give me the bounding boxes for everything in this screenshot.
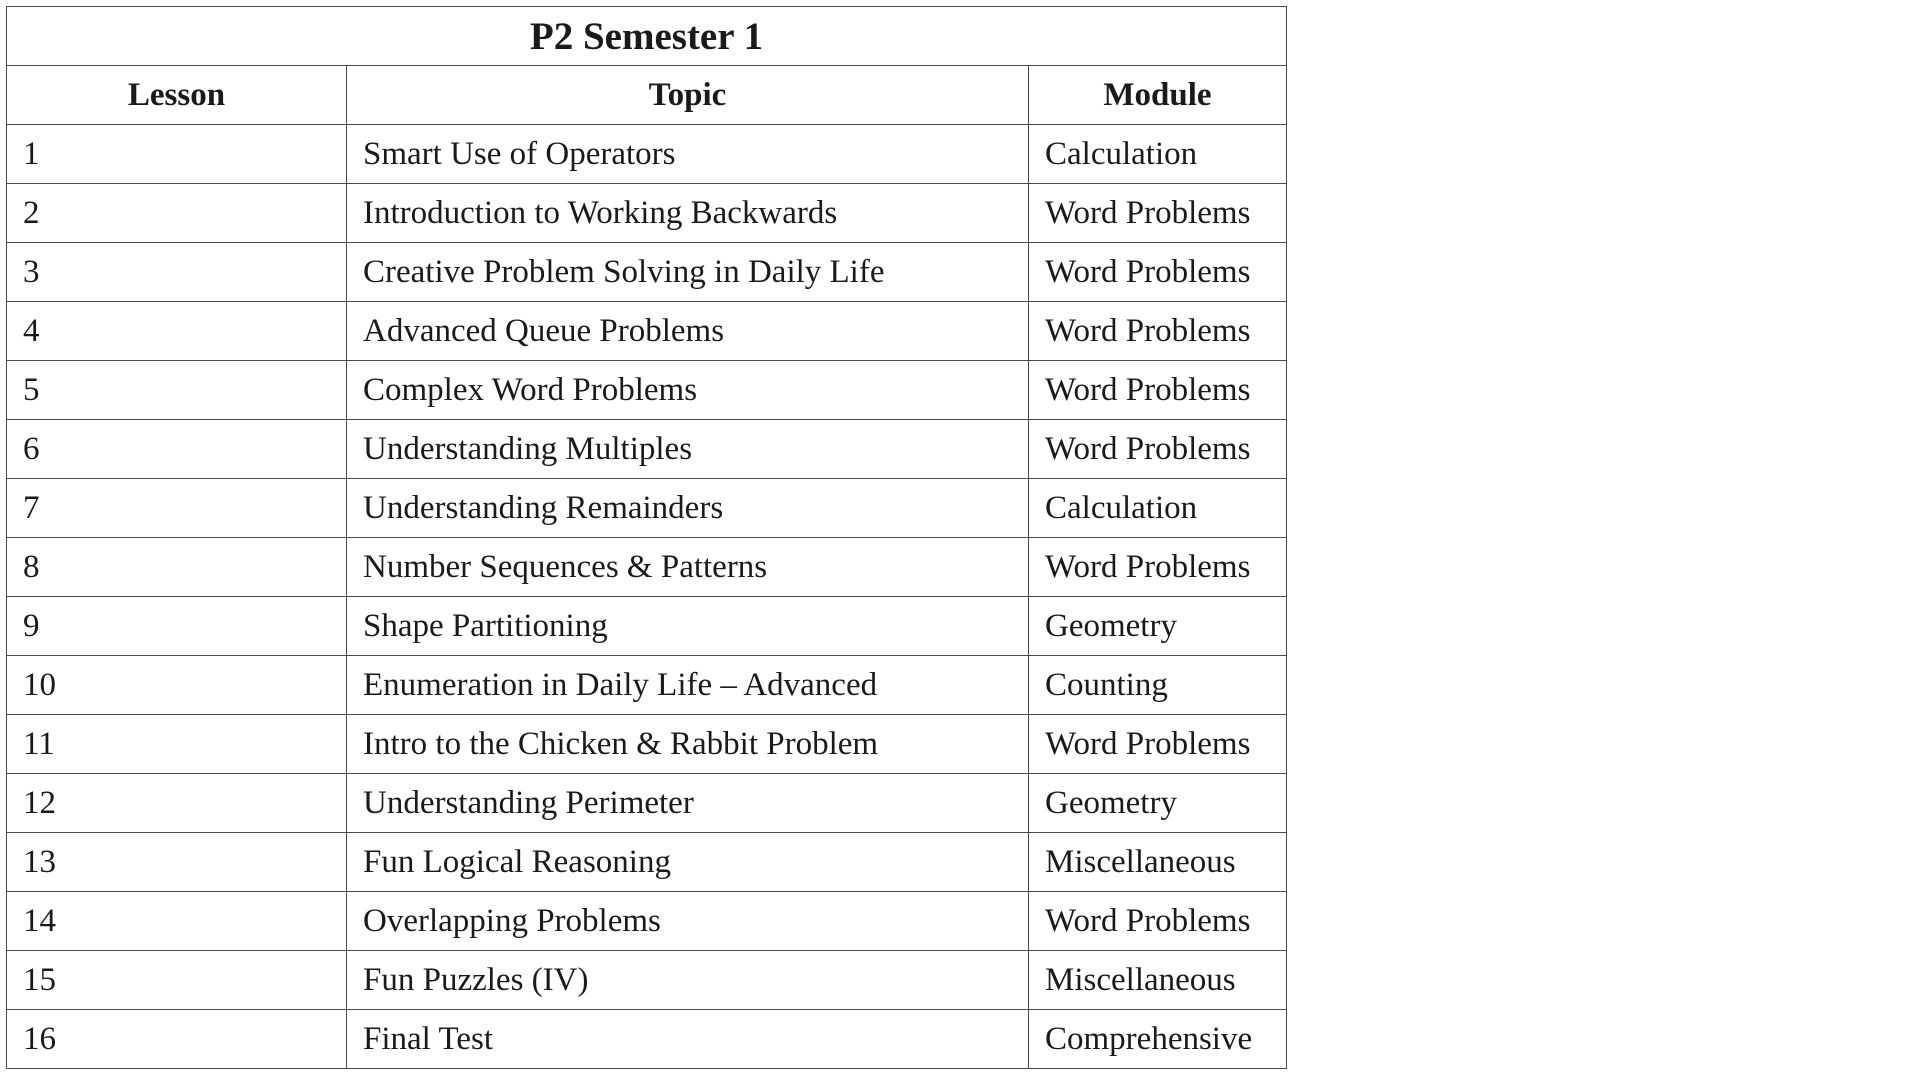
topic-cell: Intro to the Chicken & Rabbit Problem [347,715,1029,774]
topic-cell: Smart Use of Operators [347,125,1029,184]
module-cell: Word Problems [1029,302,1287,361]
topic-cell: Shape Partitioning [347,597,1029,656]
module-cell: Calculation [1029,479,1287,538]
module-cell: Counting [1029,656,1287,715]
module-cell: Word Problems [1029,361,1287,420]
topic-cell: Fun Puzzles (IV) [347,951,1029,1010]
table-row [7,243,1287,302]
table-row [7,420,1287,479]
module-cell: Miscellaneous [1029,833,1287,892]
table-row [7,479,1287,538]
lesson-cell: 5 [7,361,347,420]
lesson-cell: 13 [7,833,347,892]
topic-cell: Final Test [347,1010,1029,1069]
lesson-cell: 4 [7,302,347,361]
lesson-cell: 11 [7,715,347,774]
header-topic: Topic [347,66,1029,125]
lesson-cell: 8 [7,538,347,597]
header-module: Module [1029,66,1287,125]
module-cell: Comprehensive [1029,1010,1287,1069]
table-row [7,774,1287,833]
lesson-cell: 16 [7,1010,347,1069]
topic-cell: Enumeration in Daily Life – Advanced [347,656,1029,715]
table-row [7,892,1287,951]
module-cell: Calculation [1029,125,1287,184]
topic-cell: Understanding Multiples [347,420,1029,479]
table-row [7,951,1287,1010]
lesson-cell: 15 [7,951,347,1010]
table-body [7,125,1287,1069]
lesson-cell: 3 [7,243,347,302]
lesson-cell: 6 [7,420,347,479]
topic-cell: Advanced Queue Problems [347,302,1029,361]
lesson-cell: 9 [7,597,347,656]
table-row [7,833,1287,892]
topic-cell: Number Sequences & Patterns [347,538,1029,597]
module-cell: Word Problems [1029,420,1287,479]
table-title: P2 Semester 1 [7,7,1287,66]
topic-cell: Overlapping Problems [347,892,1029,951]
module-cell: Word Problems [1029,715,1287,774]
table-row [7,302,1287,361]
topic-cell: Introduction to Working Backwards [347,184,1029,243]
header-row [7,66,1287,125]
module-cell: Word Problems [1029,184,1287,243]
table-row [7,1010,1287,1069]
table-row [7,538,1287,597]
lesson-cell: 7 [7,479,347,538]
table-row [7,125,1287,184]
lesson-cell: 14 [7,892,347,951]
title-row [7,7,1287,66]
topic-cell: Understanding Remainders [347,479,1029,538]
table-row [7,184,1287,243]
lesson-schedule-table [6,6,1287,1069]
module-cell: Geometry [1029,774,1287,833]
lesson-cell: 10 [7,656,347,715]
module-cell: Word Problems [1029,892,1287,951]
table-row [7,656,1287,715]
lesson-cell: 1 [7,125,347,184]
schedule-sheet [6,6,1286,1069]
header-lesson: Lesson [7,66,347,125]
topic-cell: Creative Problem Solving in Daily Life [347,243,1029,302]
topic-cell: Fun Logical Reasoning [347,833,1029,892]
table-row [7,597,1287,656]
module-cell: Word Problems [1029,538,1287,597]
topic-cell: Complex Word Problems [347,361,1029,420]
lesson-cell: 12 [7,774,347,833]
lesson-cell: 2 [7,184,347,243]
module-cell: Geometry [1029,597,1287,656]
module-cell: Miscellaneous [1029,951,1287,1010]
table-row [7,715,1287,774]
table-row [7,361,1287,420]
topic-cell: Understanding Perimeter [347,774,1029,833]
module-cell: Word Problems [1029,243,1287,302]
